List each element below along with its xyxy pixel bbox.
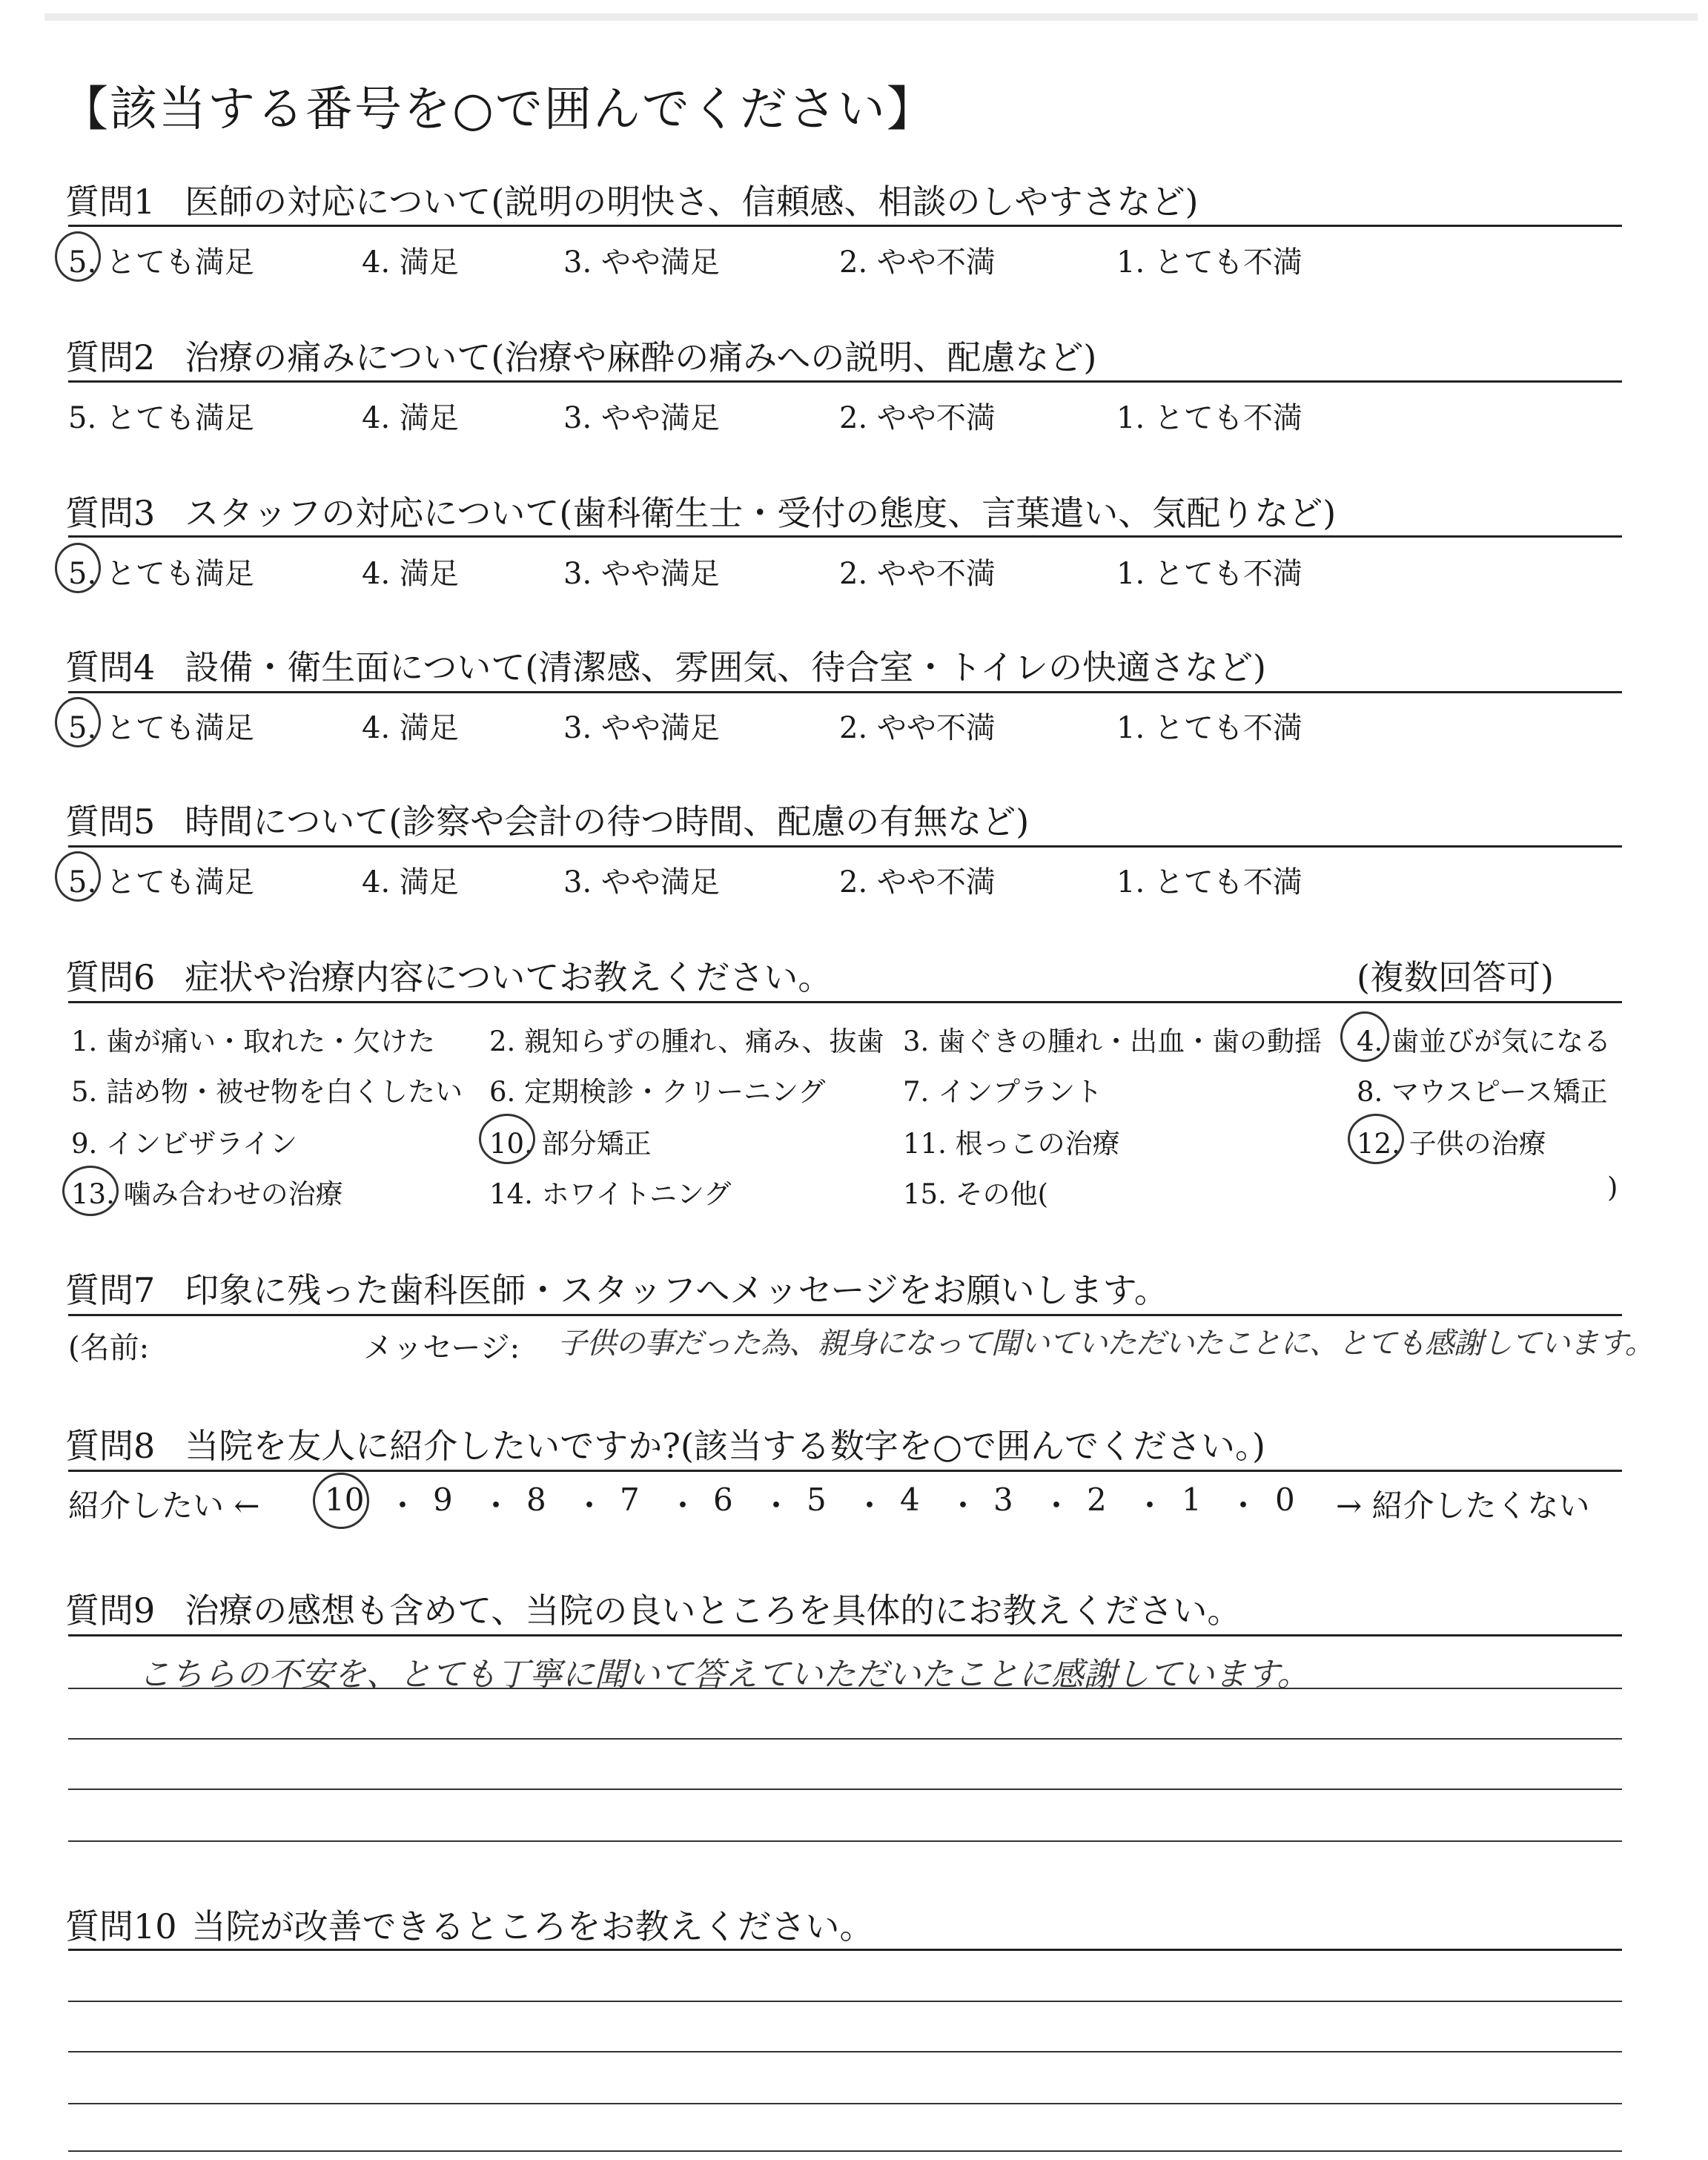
- q4-option-2[interactable]: 2. やや不満: [839, 711, 996, 745]
- q6-option-14[interactable]: 14. ホワイトニング: [489, 1178, 732, 1210]
- question-3-number: 質問3: [65, 493, 156, 533]
- q6-option-11[interactable]: 11. 根っこの治療: [903, 1128, 1120, 1160]
- q5-option-3[interactable]: 3. やや満足: [563, 865, 720, 899]
- q6-option-4[interactable]: 4. 歯並びが気になる: [1357, 1025, 1612, 1057]
- question-5-number: 質問5: [65, 802, 156, 842]
- q8-scale-dot: ・: [1041, 1487, 1073, 1524]
- q8-selected-circle: [313, 1473, 369, 1529]
- q6-circle-13: [62, 1166, 119, 1216]
- q8-scale-dot: ・: [854, 1487, 886, 1524]
- q2-option-2[interactable]: 2. やや不満: [839, 401, 996, 435]
- q1-option-2[interactable]: 2. やや不満: [839, 245, 996, 280]
- q6-option-7[interactable]: 7. インプラント: [903, 1076, 1103, 1108]
- q7-handwritten-message: 子供の事だった為、親身になって聞いていただいたことに、とても感謝しています。: [557, 1327, 1654, 1361]
- q6-option-5[interactable]: 5. 詰め物・被せ物を白くしたい: [71, 1076, 463, 1108]
- q2-option-5[interactable]: 5. とても満足: [68, 401, 254, 435]
- q6-option-9[interactable]: 9. インビザライン: [71, 1128, 297, 1160]
- q8-scale-dot: ・: [1228, 1487, 1260, 1524]
- question-10-text: 当院が改善できるところをお教えください。: [191, 1906, 874, 1946]
- question-7-text: 印象に残った歯科医師・スタッフへメッセージをお願いします。: [185, 1270, 1168, 1310]
- question-10-number: 質問10: [65, 1906, 177, 1946]
- question-9-rule: [68, 1634, 1622, 1636]
- question-9-text: 治療の感想も含めて、当院の良いところを具体的にお教えください。: [185, 1591, 1242, 1631]
- q2-option-1[interactable]: 1. とても不満: [1116, 401, 1302, 435]
- q3-option-2[interactable]: 2. やや不満: [839, 557, 996, 591]
- question-7-number: 質問7: [65, 1270, 156, 1310]
- question-8-rule: [68, 1470, 1622, 1472]
- q10-answer-line: [68, 2150, 1622, 2152]
- q3-selected-circle: [55, 543, 101, 593]
- q10-answer-line: [68, 2103, 1622, 2104]
- q4-selected-circle: [55, 697, 101, 747]
- q6-option-10[interactable]: 10. 部分矯正: [489, 1128, 652, 1160]
- question-5-text: 時間について(診察や会計の待つ時間、配慮の有無など): [185, 802, 1030, 842]
- question-6-note: (複数回答可): [1357, 957, 1554, 997]
- question-5: [65, 795, 1029, 844]
- q1-option-3[interactable]: 3. やや満足: [563, 245, 720, 280]
- question-10: [65, 1900, 874, 1949]
- q6-option-6[interactable]: 6. 定期検診・クリーニング: [489, 1076, 826, 1108]
- q8-scale-dot: ・: [761, 1487, 792, 1524]
- scan-edge: [44, 13, 1698, 21]
- question-4-number: 質問4: [65, 647, 156, 687]
- q5-option-1[interactable]: 1. とても不満: [1116, 865, 1302, 899]
- q8-scale-dot: ・: [574, 1487, 606, 1524]
- q6-option-2[interactable]: 2. 親知らずの腫れ、痛み、抜歯: [489, 1025, 884, 1057]
- q8-scale-1[interactable]: 1: [1182, 1482, 1202, 1518]
- q8-scale-dot: ・: [1134, 1487, 1166, 1524]
- q1-option-4[interactable]: 4. 満足: [362, 245, 459, 280]
- question-9-number: 質問9: [65, 1591, 156, 1631]
- q2-option-3[interactable]: 3. やや満足: [563, 401, 720, 435]
- q6-option-13[interactable]: 13. 噛み合わせの治療: [71, 1178, 343, 1210]
- q6-option-12[interactable]: 12. 子供の治療: [1357, 1128, 1546, 1160]
- question-2-rule: [68, 380, 1622, 383]
- question-3: [65, 486, 1336, 535]
- question-6: [65, 951, 832, 1000]
- q4-option-4[interactable]: 4. 満足: [362, 711, 459, 745]
- q7-message-label: メッセージ:: [363, 1331, 520, 1365]
- q10-answer-line: [68, 2001, 1622, 2002]
- q6-circle-10: [479, 1114, 535, 1164]
- q5-selected-circle: [55, 851, 101, 902]
- q8-left-label: 紹介したい ←: [68, 1487, 260, 1524]
- question-1-number: 質問1: [65, 182, 156, 222]
- q2-option-4[interactable]: 4. 満足: [362, 401, 459, 435]
- q8-scale-6[interactable]: 6: [713, 1482, 733, 1518]
- question-2-text: 治療の痛みについて(治療や麻酔の痛みへの説明、配慮など): [185, 337, 1097, 377]
- q1-selected-circle: [55, 231, 101, 282]
- question-8: [65, 1419, 1265, 1468]
- question-8-number: 質問8: [65, 1426, 156, 1466]
- question-1-rule: [68, 225, 1622, 227]
- question-3-text: スタッフの対応について(歯科衛生士・受付の態度、言葉遣い、気配りなど): [185, 493, 1337, 533]
- q4-option-5[interactable]: 5. とても満足: [68, 711, 254, 745]
- q8-scale-7[interactable]: 7: [620, 1482, 640, 1518]
- question-4-text: 設備・衛生面について(清潔感、雰囲気、待合室・トイレの快適さなど): [185, 647, 1266, 687]
- q7-name-label: (名前:: [68, 1331, 150, 1365]
- question-1-text: 医師の対応について(説明の明快さ、信頼感、相談のしやすさなど): [185, 182, 1199, 222]
- q9-handwritten-answer: こちらの不安を、とても丁寧に聞いて答えていただいたことに感謝しています。: [138, 1656, 1310, 1694]
- q8-scale-dot: ・: [667, 1487, 699, 1524]
- q3-option-5[interactable]: 5. とても満足: [68, 557, 254, 591]
- q9-answer-line: [68, 1840, 1622, 1842]
- question-4-rule: [68, 691, 1622, 693]
- q6-option-8[interactable]: 8. マウスピース矯正: [1357, 1076, 1608, 1108]
- q8-scale-9[interactable]: 9: [433, 1482, 453, 1518]
- q4-option-3[interactable]: 3. やや満足: [563, 711, 720, 745]
- question-2-number: 質問2: [65, 337, 156, 377]
- q8-scale-dot: ・: [480, 1487, 512, 1524]
- question-4: [65, 641, 1266, 690]
- q8-scale-dot: ・: [947, 1487, 979, 1524]
- q5-option-5[interactable]: 5. とても満足: [68, 865, 254, 899]
- q1-option-5[interactable]: 5. とても満足: [68, 245, 254, 280]
- q8-scale-10[interactable]: 10: [325, 1482, 365, 1518]
- question-5-rule: [68, 845, 1622, 848]
- question-6-rule: [68, 1001, 1622, 1003]
- q6-circle-12: [1348, 1114, 1404, 1164]
- question-3-rule: [68, 535, 1622, 538]
- q6-circle-4: [1340, 1011, 1389, 1062]
- q9-answer-line: [68, 1789, 1622, 1790]
- q8-scale-4[interactable]: 4: [900, 1482, 920, 1518]
- q9-answer-line: [68, 1738, 1622, 1740]
- q3-option-4[interactable]: 4. 満足: [362, 557, 459, 591]
- q6-option-15[interactable]: 15. その他(: [903, 1178, 1049, 1210]
- q8-scale-8[interactable]: 8: [526, 1482, 546, 1518]
- q6-option-3[interactable]: 3. 歯ぐきの腫れ・出血・歯の動揺: [903, 1025, 1323, 1057]
- q8-right-label: → 紹介したくない: [1336, 1487, 1590, 1524]
- q3-option-3[interactable]: 3. やや満足: [563, 557, 720, 591]
- q8-scale-0[interactable]: 0: [1275, 1482, 1295, 1518]
- question-7-rule: [68, 1314, 1622, 1316]
- q1-option-1[interactable]: 1. とても不満: [1116, 245, 1302, 280]
- q8-scale-3[interactable]: 3: [993, 1482, 1013, 1518]
- question-10-rule: [68, 1949, 1622, 1951]
- q6-option-1[interactable]: 1. 歯が痛い・取れた・欠けた: [71, 1025, 436, 1057]
- question-2: [65, 331, 1096, 380]
- q10-answer-line: [68, 2051, 1622, 2052]
- question-7: [65, 1264, 1168, 1312]
- page-title: 【該当する番号を○で囲んでください】: [61, 82, 936, 137]
- question-1: [65, 175, 1198, 224]
- q5-option-2[interactable]: 2. やや不満: [839, 865, 996, 899]
- question-6-text: 症状や治療内容についてお教えください。: [185, 957, 833, 997]
- q8-scale-dot: ・: [387, 1487, 419, 1524]
- q5-option-4[interactable]: 4. 満足: [362, 865, 459, 899]
- q9-answer-line: [68, 1688, 1622, 1689]
- question-6-number: 質問6: [65, 957, 156, 997]
- q6-option-15-close: ): [1607, 1172, 1618, 1203]
- question-8-text: 当院を友人に紹介したいですか?(該当する数字を○で囲んでください。): [185, 1426, 1265, 1466]
- q8-scale-5[interactable]: 5: [807, 1482, 827, 1518]
- q8-scale-2[interactable]: 2: [1087, 1482, 1107, 1518]
- q3-option-1[interactable]: 1. とても不満: [1116, 557, 1302, 591]
- question-9: [65, 1584, 1241, 1633]
- q4-option-1[interactable]: 1. とても不満: [1116, 711, 1302, 745]
